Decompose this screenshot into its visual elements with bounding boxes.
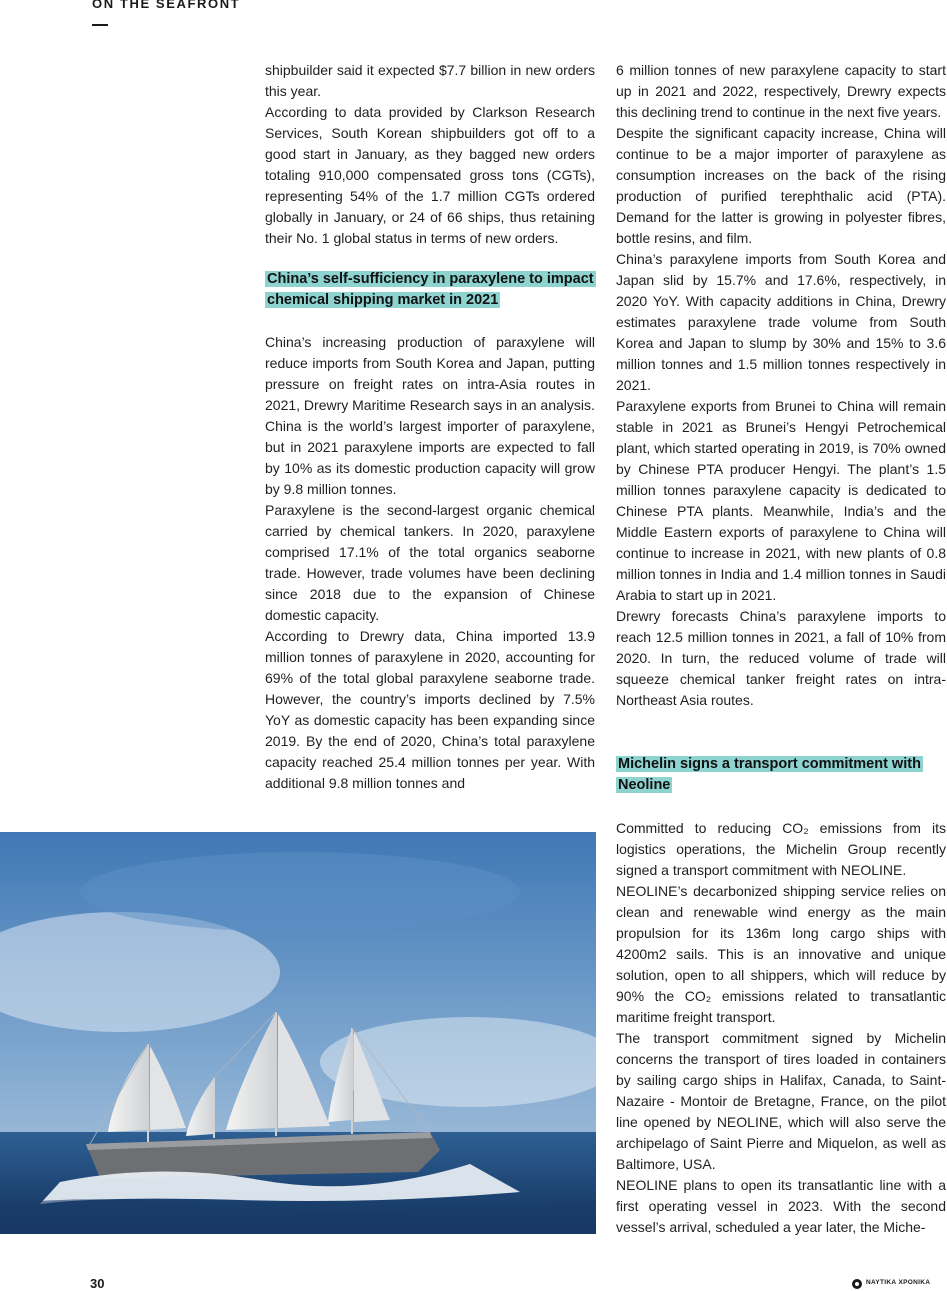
- paragraph: NEOLINE’s decarbonized shipping service relies on clean and renewable wind energy as the main propulsion for its 136m long cargo ships with 4200m2 sails. This is an innovative and unique solution, open to all shippers, which will reduce by 90% the CO₂ emissions related to transatlantic maritime freight transport.: [616, 883, 946, 1025]
- paragraph: Despite the significant capacity increase, China will continue to be a major importer of paraxylene as consumption increases on the back of the rising production of purified terephthalic acid (PTA). Demand for the latter is growing in polyester fibres, bottle resins, and film.: [616, 125, 946, 246]
- paragraph: China’s paraxylene imports from South Korea and Japan slid by 15.7% and 17.6%, respectively, in 2020 YoY. With capacity additions in China, Drewry estimates paraxylene trade volume from South Korea and Japan to slump by 30% and 15% to 3.6 million tonnes and 1.5 million tonnes respectively in 2021.: [616, 251, 946, 393]
- paragraph: China is the world’s largest importer of paraxylene, but in 2021 paraxylene imports are expected to fall by 10% as its domestic production capacity will grow by 9.8 million tonnes.: [265, 418, 595, 497]
- sailing-cargo-ship-photo: [0, 832, 596, 1234]
- paragraph: Paraxylene is the second-largest organic chemical carried by chemical tankers. In 2020, paraxylene comprised 17.1% of the total organics seaborne trade. However, trade volumes have been declining since 2018 due to the expansion of Chinese domestic capacity.: [265, 502, 595, 623]
- ship-illustration: [0, 832, 596, 1234]
- paragraph: The transport commitment signed by Michelin concerns the transport of tires loaded in containers by sailing cargo ships in Halifax, Canada, to Saint-Nazaire - Montoir de Bretagne, France, on the pilot line opened by NEOLINE, which will also serve the archipelago of Saint Pierre and Miquelon, as well as Baltimore, USA.: [616, 1030, 946, 1172]
- heading-paraxylene: [265, 269, 595, 311]
- paragraph: According to data provided by Clarkson Research Services, South Korean shipbuilders got off to a good start in January, as they bagged new orders totaling 910,000 compensated gross tons (CGTs), representing 54% of the 1.7 million CGTs ordered globally in January, or 24 of 66 ships, thus retaining their No. 1 global status in terms of new orders.: [265, 104, 595, 246]
- publication-brand: ΝΑΥΤΙΚΑ ΧΡΟΝΙΚΑ: [866, 1279, 931, 1286]
- paragraph: Committed to reducing CO₂ emissions from its logistics operations, the Michelin Group recently signed a transport commitment with NEOLINE.: [616, 820, 946, 878]
- paragraph: NEOLINE plans to open its transatlantic line with a first operating vessel in 2023. With the second vessel’s arrival, scheduled a year later, the Miche-: [616, 1177, 946, 1235]
- column-2-section: [616, 818, 946, 1238]
- section-label: ON THE SEAFRONT: [92, 0, 241, 11]
- brand-logo-icon: [852, 1279, 862, 1289]
- heading-michelin: [616, 754, 946, 796]
- heading-text: Michelin signs a transport commitment with Neoline: [618, 756, 921, 793]
- paragraph: shipbuilder said it expected $7.7 billion in new orders this year.: [265, 62, 595, 99]
- column-2: [616, 60, 946, 711]
- section-dash: [92, 24, 108, 26]
- page-number: 30: [90, 1276, 105, 1291]
- column-1-section: [265, 332, 595, 794]
- paragraph: 6 million tonnes of new paraxylene capacity to start up in 2021 and 2022, respectively, Drewry expects this declining trend to continue in the next five years.: [616, 62, 946, 120]
- heading-text: China’s self-sufficiency in paraxylene to impact chemical shipping market in 2021: [267, 271, 594, 308]
- paragraph: According to Drewry data, China imported 13.9 million tonnes of paraxylene in 2020, accounting for 69% of the total global paraxylene seaborne trade. However, the country’s imports declined by 7.5% YoY as domestic capacity has been expanding since 2019. By the end of 2020, China’s total paraxylene capacity reached 25.4 million tonnes per year. With additional 9.8 million tonnes and: [265, 628, 595, 791]
- paragraph: Drewry forecasts China’s paraxylene imports to reach 12.5 million tonnes in 2021, a fall of 10% from 2020. In turn, the reduced volume of trade will squeeze chemical tanker freight rates on intra-Northeast Asia routes.: [616, 608, 946, 708]
- paragraph: China’s increasing production of paraxylene will reduce imports from South Korea and Japan, putting pressure on freight rates on intra-Asia routes in 2021, Drewry Maritime Research says in an analysis.: [265, 334, 595, 413]
- paragraph: Paraxylene exports from Brunei to China will remain stable in 2021 as Brunei’s Hengyi Petrochemical plant, which started operating in 2019, is 70% owned by Chinese PTA producer Hengyi. The plant’s 1.5 million tonnes paraxylene capacity is dedicated to Chinese PTA plants. Meanwhile, India’s and the Middle Eastern exports of paraxylene to China will continue to increase in 2021, with new plants of 0.8 million tonnes in India and 1.4 million tonnes in Saudi Arabia to start up in 2021.: [616, 398, 946, 603]
- column-1: [265, 60, 595, 249]
